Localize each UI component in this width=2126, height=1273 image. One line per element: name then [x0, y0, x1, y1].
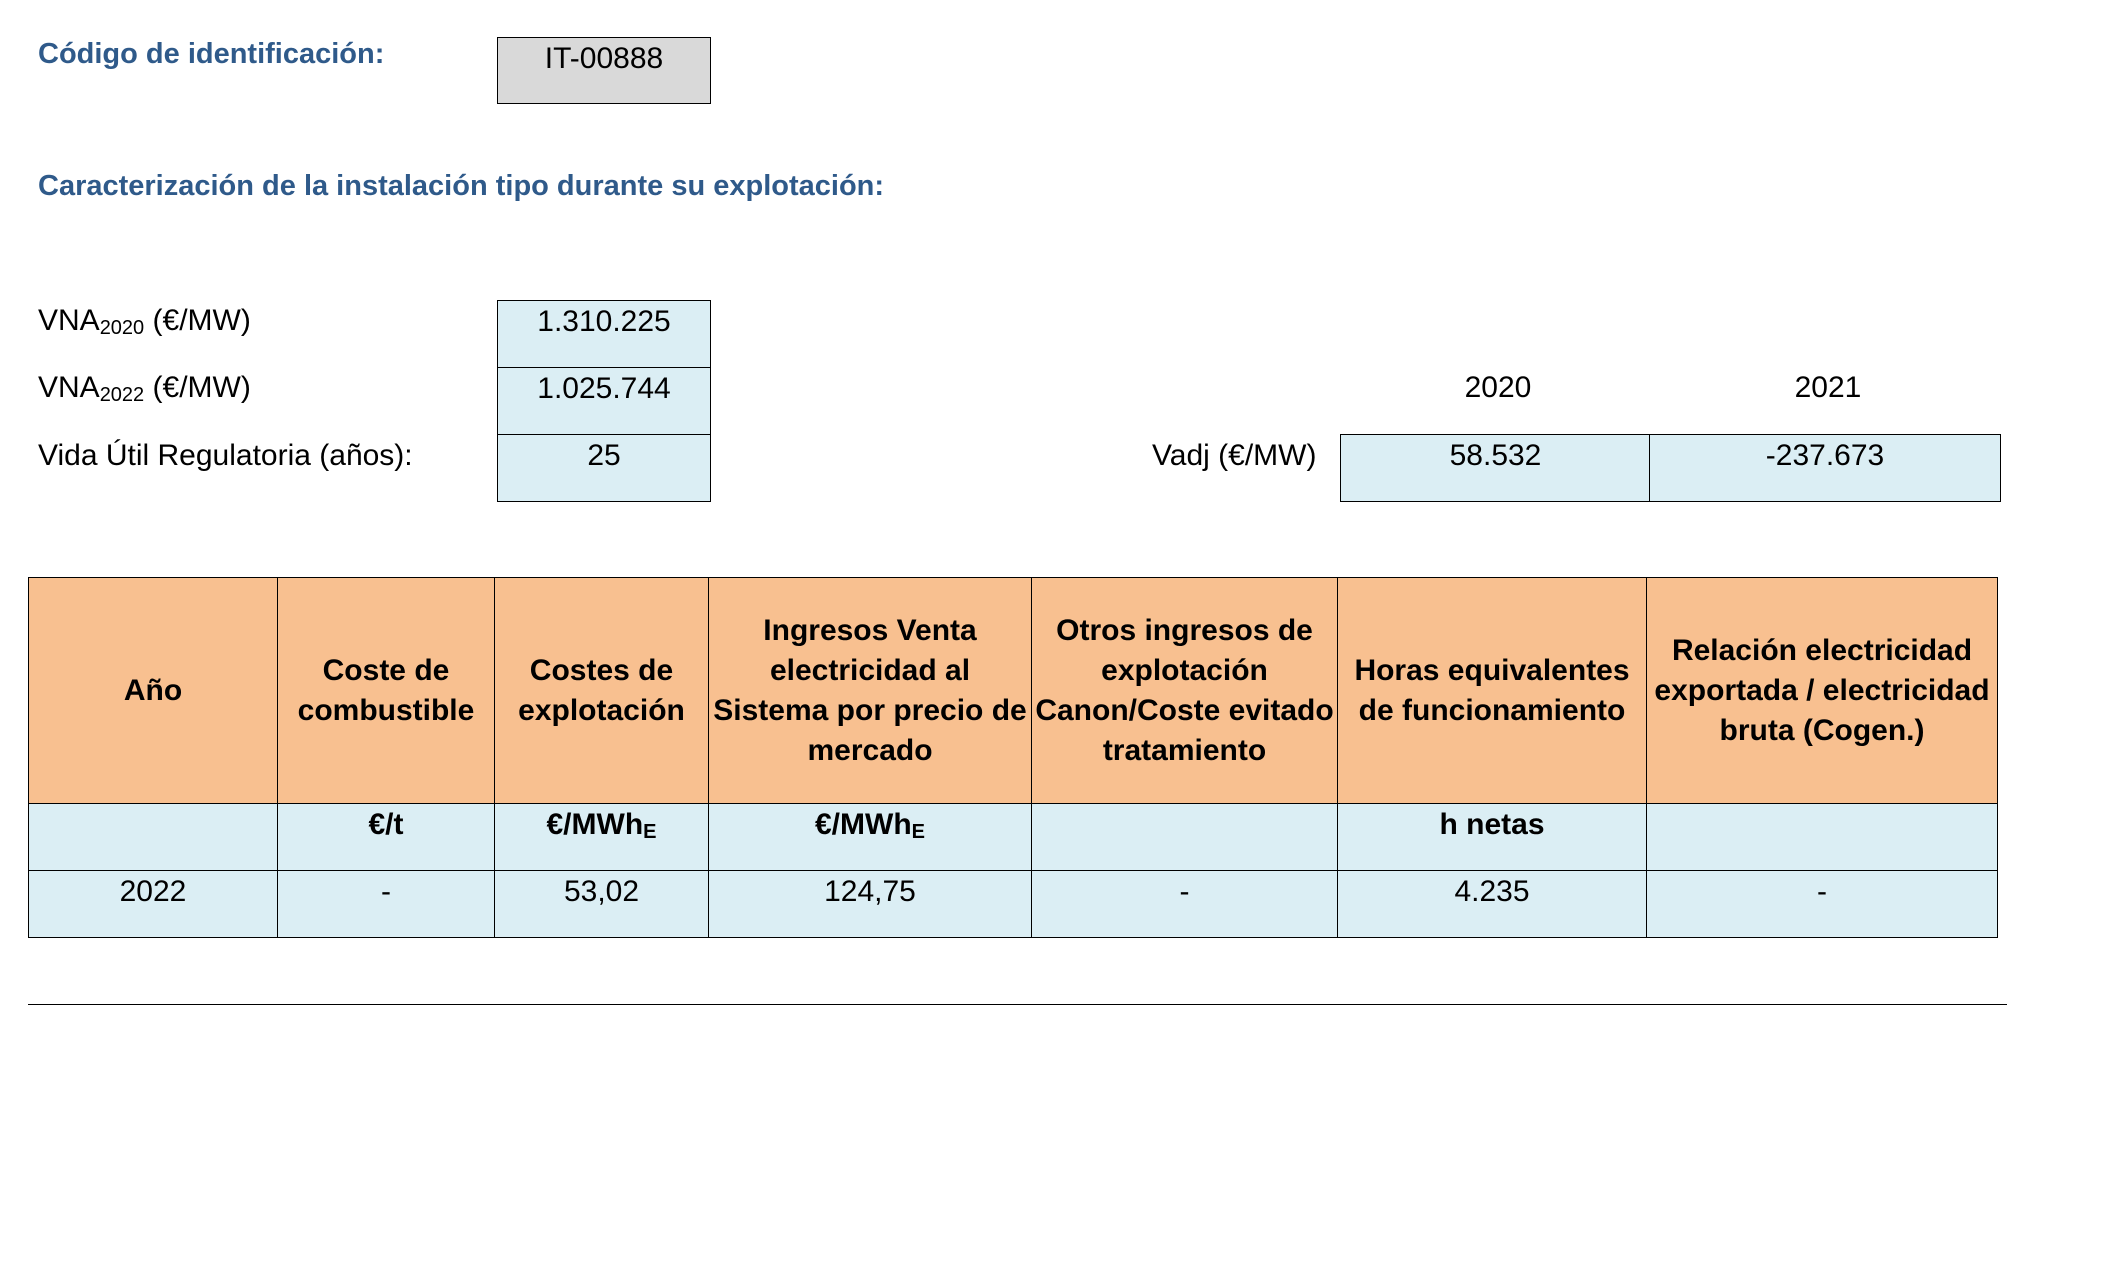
explotacion-table: [28, 577, 1998, 938]
header-horas-equivalentes: Horas equivalentes de funcionamiento: [1338, 578, 1647, 804]
vadj-value-2021: -237.673: [1649, 434, 2001, 502]
unit-cell: €/MWh$_E$: [709, 804, 1032, 871]
cell-ingresos-venta: 124,75: [709, 871, 1032, 938]
unit-cell: €/t: [278, 804, 495, 871]
table-row: [29, 871, 1998, 938]
table-units-row: [29, 804, 1998, 871]
code-label: Código de identificación:: [38, 38, 385, 70]
header-costes-explotacion: Costes de explotación: [495, 578, 709, 804]
cell-coste-combustible: -: [278, 871, 495, 938]
vadj-year-2020: 2020: [1464, 371, 1532, 404]
vadj-year-2021: 2021: [1794, 371, 1862, 404]
divider-line: [28, 1004, 2007, 1005]
vida-label: Vida Útil Regulatoria (años):: [38, 439, 413, 472]
vna2020-label-main: VNA: [38, 304, 100, 337]
header-coste-combustible: Coste de combustible: [278, 578, 495, 804]
vna2020-label: [38, 304, 251, 340]
header-otros-ingresos: Otros ingresos de explotación Canon/Coste evitado tratamiento: [1032, 578, 1338, 804]
vadj-label: Vadj (€/MW): [1152, 439, 1317, 472]
vna2022-value: 1.025.744: [497, 367, 711, 435]
vna2020-label-unit: (€/MW): [144, 304, 251, 337]
vna2020-value: 1.310.225: [497, 300, 711, 368]
vna2022-label-main: VNA: [38, 371, 100, 404]
vna2022-label: [38, 371, 251, 407]
vna2020-label-sub: 2020: [99, 317, 145, 339]
vadj-value-2020: 58.532: [1340, 434, 1651, 502]
unit-cell: €/MWh$_E$: [495, 804, 709, 871]
vna2022-label-unit: (€/MW): [144, 371, 251, 404]
section-title: Caracterización de la instalación tipo durante su explotación:: [38, 170, 885, 202]
unit-cell: [29, 804, 278, 871]
unit-cell: h netas: [1338, 804, 1647, 871]
vna2022-label-sub: 2022: [99, 384, 145, 406]
unit-cell: [1647, 804, 1998, 871]
cell-ano: 2022: [29, 871, 278, 938]
code-value: IT-00888: [497, 37, 711, 104]
cell-otros-ingresos: -: [1032, 871, 1338, 938]
cell-relacion-electricidad: -: [1647, 871, 1998, 938]
cell-costes-explotacion: 53,02: [495, 871, 709, 938]
vida-value: 25: [497, 434, 711, 502]
cell-horas-equivalentes: 4.235: [1338, 871, 1647, 938]
header-ano: Año: [29, 578, 278, 804]
table-header-row: [29, 578, 1998, 804]
header-relacion-electricidad: Relación electricidad exportada / electricidad bruta (Cogen.): [1647, 578, 1998, 804]
unit-cell: [1032, 804, 1338, 871]
header-ingresos-venta: Ingresos Venta electricidad al Sistema por precio de mercado: [709, 578, 1032, 804]
